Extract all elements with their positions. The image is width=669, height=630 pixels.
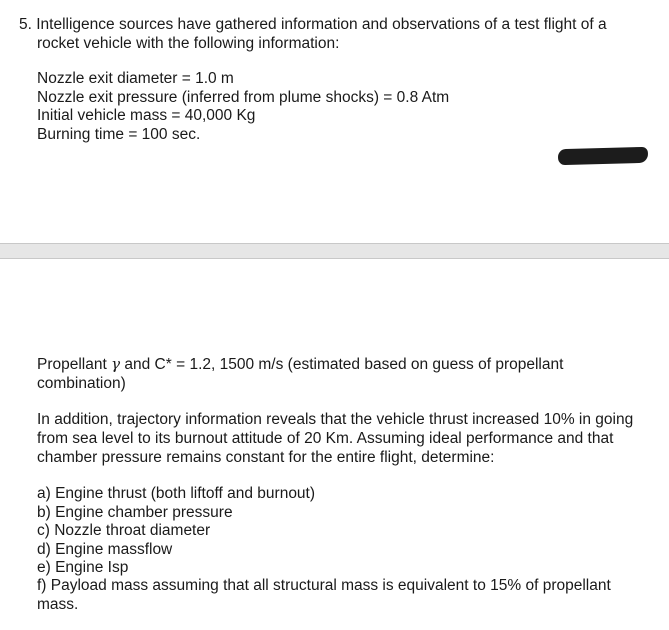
question-e: e) Engine Isp [37, 559, 129, 576]
propellant-suffix: and C* = 1.2, 1500 m/s (estimated based on guess of propellant [120, 356, 564, 373]
question-d: d) Engine massflow [37, 541, 173, 558]
question-f-continued: mass. [37, 596, 79, 613]
question-f: f) Payload mass assuming that all structural mass is equivalent to 15% of propellant [37, 577, 611, 594]
question-c: c) Nozzle throat diameter [37, 522, 211, 539]
given-nozzle-exit-pressure: Nozzle exit pressure (inferred from plume shocks) = 0.8 Atm [37, 89, 450, 106]
propellant-prefix: Propellant [37, 356, 112, 373]
gamma-symbol: γ [111, 355, 121, 373]
page-divider [0, 243, 669, 259]
redaction-mark [558, 147, 648, 165]
given-nozzle-exit-diameter: Nozzle exit diameter = 1.0 m [37, 70, 234, 87]
propellant-line-1 [37, 355, 563, 374]
question-a: a) Engine thrust (both liftoff and burnout) [37, 485, 316, 502]
trajectory-line-2: from sea level to its burnout attitude of 20 Km. Assuming ideal performance and that [37, 430, 614, 447]
given-initial-vehicle-mass: Initial vehicle mass = 40,000 Kg [37, 107, 256, 124]
question-b: b) Engine chamber pressure [37, 504, 233, 521]
given-burning-time: Burning time = 100 sec. [37, 126, 201, 143]
trajectory-line-1: In addition, trajectory information reveals that the vehicle thrust increased 10% in going [37, 411, 634, 428]
trajectory-line-3: chamber pressure remains constant for the entire flight, determine: [37, 449, 495, 466]
problem-statement-line-2: rocket vehicle with the following information: [37, 35, 340, 52]
propellant-line-2: combination) [37, 375, 126, 392]
problem-statement-line-1: 5. Intelligence sources have gathered information and observations of a test flight of a [19, 16, 607, 33]
